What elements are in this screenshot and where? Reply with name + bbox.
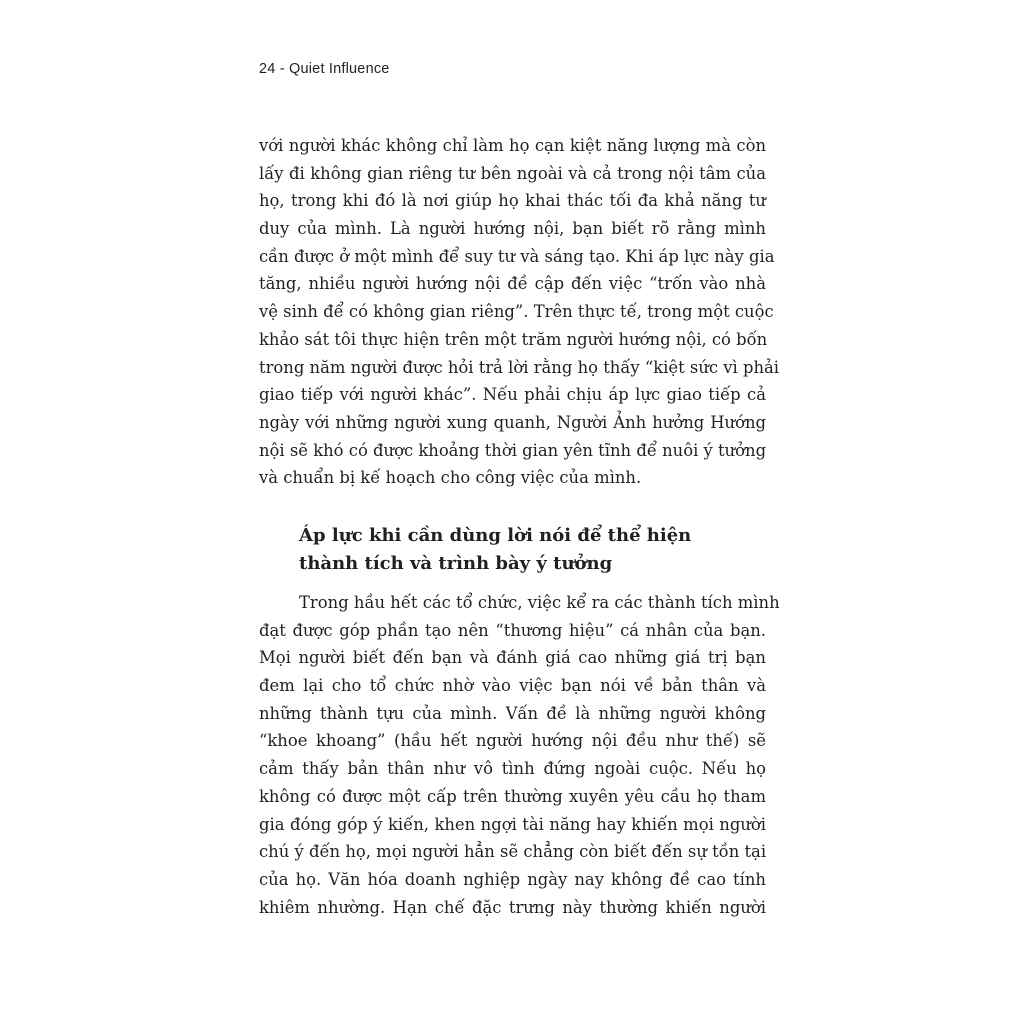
text-line: Trong hầu hết các tổ chức, việc kể ra các thành tích mình <box>299 593 780 612</box>
text-line: những thành tựu của mình. Vấn đề là những người không <box>259 703 766 723</box>
text-line: lấy đi không gian riêng tư bên ngoài và cả trong nội tâm của <box>259 163 766 183</box>
text-line: Mọi người biết đến bạn và đánh giá cao những giá trị bạn <box>259 648 766 668</box>
text-line: không có được một cấp trên thường xuyên yêu cầu họ tham <box>259 786 766 806</box>
text-line: “khoe khoang” (hầu hết người hướng nội đều như thế) sẽ <box>259 731 766 751</box>
text-line: đạt được góp phần tạo nên “thương hiệu” cá nhân của bạn. <box>259 620 766 640</box>
text-line: vệ sinh để có không gian riêng”. Trên thực tế, trong một cuộc <box>259 302 774 322</box>
text-line: khảo sát tôi thực hiện trên một trăm người hướng nội, có bốn <box>259 329 768 349</box>
text-line: chú ý đến họ, mọi người hẳn sẽ chẳng còn biết đến sự tồn tại <box>259 842 767 862</box>
paragraph-1 <box>259 132 780 492</box>
section-heading <box>299 522 766 578</box>
text-line: ngày với những người xung quanh, Người Ảnh hưởng Hướng <box>259 412 766 432</box>
text-line: cảm thấy bản thân như vô tình đứng ngoài cuộc. Nếu họ <box>259 759 766 779</box>
text-line: đem lại cho tổ chức nhờ vào việc bạn nói về bản thân và <box>259 676 766 696</box>
text-line: gia đóng góp ý kiến, khen ngợi tài năng hay khiến mọi người <box>259 814 766 834</box>
text-line: và chuẩn bị kế hoạch cho công việc của mình. <box>259 468 642 488</box>
text-line: khiêm nhường. Hạn chế đặc trưng này thường khiến người <box>259 897 766 917</box>
text-line: duy của mình. Là người hướng nội, bạn biết rõ rằng mình <box>259 219 766 239</box>
heading-line: Áp lực khi cần dùng lời nói để thể hiện <box>299 525 692 546</box>
heading-line: thành tích và trình bày ý tưởng <box>299 553 613 574</box>
text-line: giao tiếp với người khác”. Nếu phải chịu áp lực giao tiếp cả <box>259 385 766 405</box>
text-line: cần được ở một mình để suy tư và sáng tạo. Khi áp lực này gia <box>259 246 775 266</box>
running-head: 24 - Quiet Influence <box>259 61 390 77</box>
text-line: họ, trong khi đó là nơi giúp họ khai thác tối đa khả năng tư <box>259 191 766 211</box>
text-line: trong năm người được hỏi trả lời rằng họ thấy “kiệt sức vì phải <box>259 357 780 377</box>
text-line: với người khác không chỉ làm họ cạn kiệt năng lượng mà còn <box>259 136 766 155</box>
paragraph-2 <box>259 589 780 921</box>
text-line: của họ. Văn hóa doanh nghiệp ngày nay không đề cao tính <box>259 869 766 889</box>
text-line: nội sẽ khó có được khoảng thời gian yên tĩnh để nuôi ý tưởng <box>259 440 767 460</box>
text-line: tăng, nhiều người hướng nội đề cập đến việc “trốn vào nhà <box>259 274 766 294</box>
